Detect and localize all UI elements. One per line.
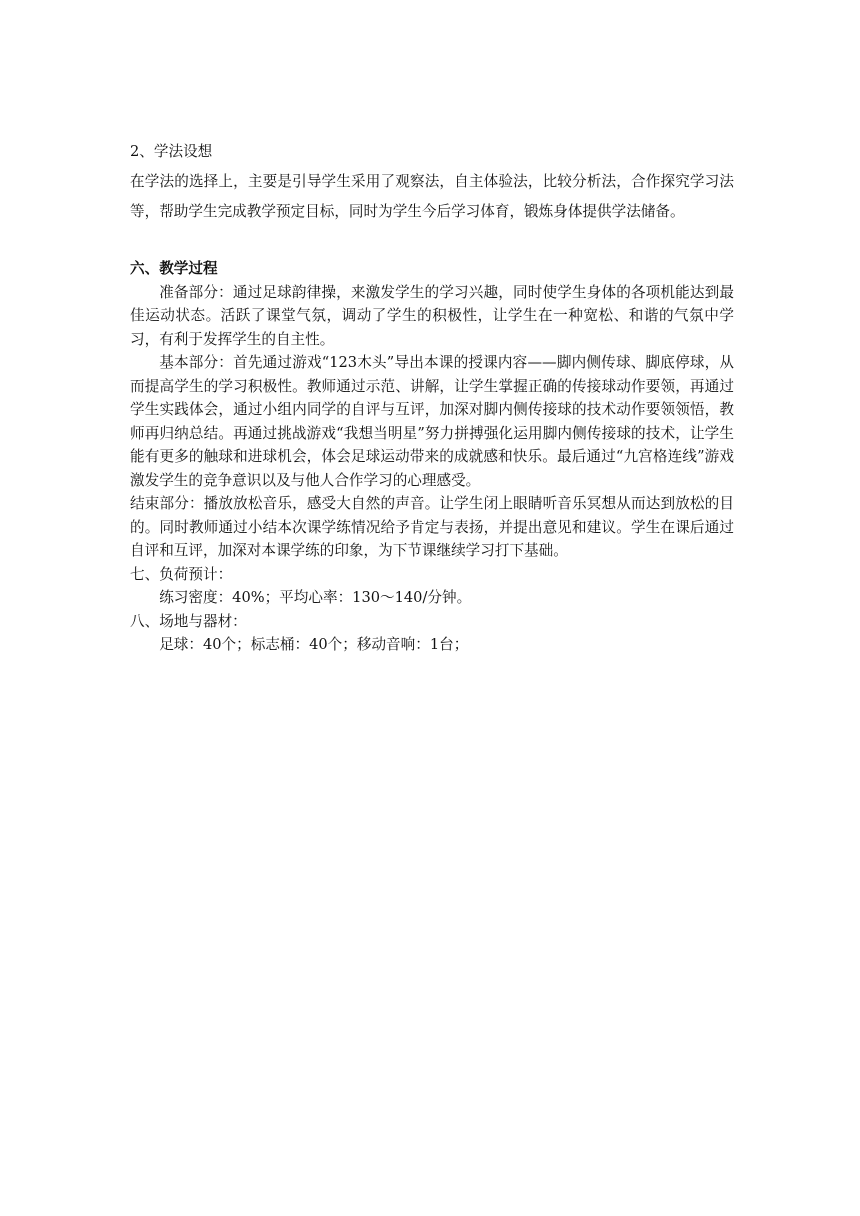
section2-heading: 2、学法设想 xyxy=(130,143,213,160)
section8-content: 足球：40个；标志桶：40个；移动音响：1台； xyxy=(159,636,469,653)
section6-end-paragraph: 结束部分：播放放松音乐，感受大自然的声音。让学生闭上眼睛听音乐冥想从而达到放松的目的。同时教师通过小结本次课学练情况给予肯定与表扬，并提出意见和建议。学生在课后通过自评和互评，加深对本课学练的印象，为下节课继续学习打下基础。 xyxy=(130,495,734,559)
section-spacer xyxy=(130,227,734,257)
section8-heading: 八、场地与器材： xyxy=(130,612,247,630)
section2-paragraph: 在学法的选择上，主要是引导学生采用了观察法，自主体验法，比较分析法，合作探究学习法等，帮助学生完成教学预定目标，同时为学生今后学习体育，锻炼身体提供学法储备。 xyxy=(130,173,734,220)
document-page xyxy=(130,137,734,657)
section6-prep-paragraph: 准备部分：通过足球韵律操，来激发学生的学习兴趣，同时使学生身体的各项机能达到最佳运动状态。活跃了课堂气氛，调动了学生的积极性，让学生在一种宽松、和谐的气氛中学习，有利于发挥学生的自主性。 xyxy=(130,283,734,348)
section6-basic-paragraph: 基本部分：首先通过游戏“123木头”导出本课的授课内容——脚内侧传球、脚底停球，从而提高学生的学习积极性。教师通过示范、讲解，让学生掌握正确的传接球动作要领，再通过学生实践体会，通过小组内同学的自评与互评，加深对脚内侧传接球的技术动作要领领悟，教师再归纳总结。再通过挑战游戏“我想当明星”努力拼搏强化运用脚内侧传接球的技术，让学生能有更多的触球和进球机会，体会足球运动带来的成就感和快乐。最后通过“九宫格连线”游戏激发学生的竞争意识以及与他人合作学习的心理感受。 xyxy=(130,354,734,489)
section6-heading: 六、教学过程 xyxy=(130,260,218,277)
section7-heading: 七、负荷预计： xyxy=(130,565,233,583)
section7-content: 练习密度：40%；平均心率：130～140/分钟。 xyxy=(159,589,472,606)
